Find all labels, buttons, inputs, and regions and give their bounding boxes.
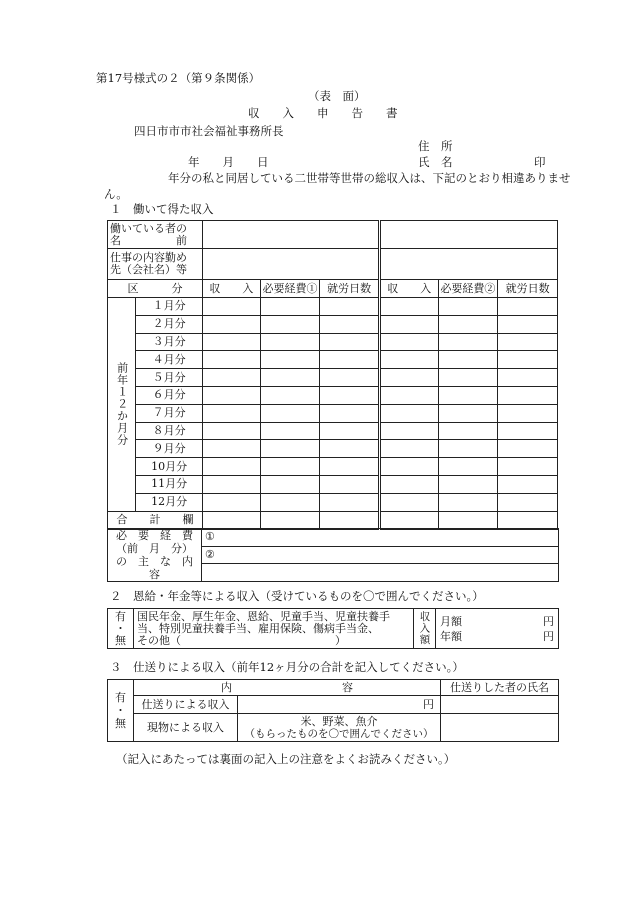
month-label: 12月分: [136, 493, 203, 511]
month-income-1-cell[interactable]: [203, 404, 261, 422]
seal-label: 印: [534, 155, 546, 169]
days-header-2: 就労日数: [498, 280, 558, 298]
month-expense1-cell[interactable]: [260, 475, 320, 493]
month-label: 11月分: [136, 475, 203, 493]
form-number: 第17号様式の２（第９条関係）: [96, 71, 261, 85]
month-expense2-cell[interactable]: [438, 369, 498, 387]
month-label: 10月分: [136, 458, 203, 476]
month-expense1-cell[interactable]: [260, 298, 320, 316]
name-label: 氏 名: [418, 155, 453, 169]
month-days-1-cell[interactable]: [320, 369, 380, 387]
expense-detail-label: 必 要 経 費 （前 月 分） の 主 な 内 容: [108, 529, 202, 582]
month-expense1-cell[interactable]: [260, 404, 320, 422]
work-income-table: [107, 220, 558, 530]
address-label: 住 所: [418, 139, 453, 153]
month-income-2-cell[interactable]: [379, 404, 438, 422]
month-label: ９月分: [136, 440, 203, 458]
month-days-2-cell[interactable]: [498, 386, 558, 404]
month-days-2-cell[interactable]: [498, 298, 558, 316]
worker-name-field-1[interactable]: [203, 221, 380, 249]
month-income-2-cell[interactable]: [379, 333, 438, 351]
sender-field-2[interactable]: [441, 714, 559, 742]
month-days-2-cell[interactable]: [498, 422, 558, 440]
month-income-2-cell[interactable]: [379, 315, 438, 333]
statement-line-2: ん。: [104, 187, 128, 201]
month-expense1-cell[interactable]: [260, 440, 320, 458]
month-income-2-cell[interactable]: [379, 422, 438, 440]
month-days-1-cell[interactable]: [320, 422, 380, 440]
footer-note: （記入にあたっては裏面の記入上の注意をよくお読みください。）: [116, 752, 456, 766]
month-label: ７月分: [136, 404, 203, 422]
month-row: [108, 315, 558, 333]
month-income-1-cell[interactable]: [203, 315, 261, 333]
pension-yes-no[interactable]: 有 ・ 無: [108, 609, 134, 649]
month-income-1-cell[interactable]: [203, 422, 261, 440]
month-income-1-cell[interactable]: [203, 386, 261, 404]
total-days-2[interactable]: [498, 511, 558, 529]
month-days-2-cell[interactable]: [498, 493, 558, 511]
month-expense2-cell[interactable]: [438, 475, 498, 493]
month-days-2-cell[interactable]: [498, 351, 558, 369]
month-days-2-cell[interactable]: [498, 404, 558, 422]
expense2-header: 必要経費②: [438, 280, 498, 298]
month-days-1-cell[interactable]: [320, 458, 380, 476]
month-income-2-cell[interactable]: [379, 351, 438, 369]
month-income-1-cell[interactable]: [203, 493, 261, 511]
month-label: ４月分: [136, 351, 203, 369]
month-label: ３月分: [136, 333, 203, 351]
month-row: [108, 386, 558, 404]
month-income-2-cell[interactable]: [379, 369, 438, 387]
month-expense1-cell[interactable]: [260, 493, 320, 511]
content-header: 内 容: [134, 680, 441, 696]
month-expense2-cell[interactable]: [438, 333, 498, 351]
total-label: 合 計 欄: [108, 511, 203, 529]
month-days-2-cell[interactable]: [498, 458, 558, 476]
month-expense2-cell[interactable]: [438, 404, 498, 422]
month-days-2-cell[interactable]: [498, 475, 558, 493]
job-label: 仕事の内容勤め 先（会社名）等: [108, 249, 203, 280]
month-expense2-cell[interactable]: [438, 298, 498, 316]
worker-name-field-2[interactable]: [379, 221, 557, 249]
worker-name-label: 働いている者の 名 前: [108, 221, 203, 249]
month-days-1-cell[interactable]: [320, 493, 380, 511]
month-label: ５月分: [136, 369, 203, 387]
month-income-1-cell[interactable]: [203, 333, 261, 351]
date-label: 年 月 日: [188, 155, 269, 169]
remittance-money-field[interactable]: 円: [238, 696, 441, 714]
income-header-2: 収 入: [379, 280, 438, 298]
pension-amounts[interactable]: [436, 609, 559, 649]
month-expense1-cell[interactable]: [260, 333, 320, 351]
total-days-1[interactable]: [320, 511, 380, 529]
month-label: ２月分: [136, 315, 203, 333]
section3-heading: ３ 仕送りによる収入（前年12ヶ月分の合計を記入してください。）: [110, 660, 464, 674]
remittance-money-label: 仕送りによる収入: [134, 696, 238, 714]
month-days-2-cell[interactable]: [498, 369, 558, 387]
expense-detail-row-2[interactable]: ②: [202, 546, 559, 564]
month-expense2-cell[interactable]: [438, 351, 498, 369]
total-expense2[interactable]: [438, 511, 498, 529]
section2-heading: ２ 恩給・年金等による収入（受けているものを〇で囲んでください。）: [110, 589, 484, 603]
pension-table: [107, 608, 559, 649]
month-row: [108, 369, 558, 387]
month-row: [108, 298, 558, 316]
month-days-1-cell[interactable]: [320, 315, 380, 333]
month-row: [108, 404, 558, 422]
month-label: ６月分: [136, 386, 203, 404]
month-expense2-cell[interactable]: [438, 386, 498, 404]
income-header-1: 収 入: [203, 280, 261, 298]
total-expense1[interactable]: [260, 511, 320, 529]
month-income-2-cell[interactable]: [379, 440, 438, 458]
period-label: 前年１２か月分: [108, 298, 136, 512]
total-income-1[interactable]: [203, 511, 261, 529]
yearly-yen: 円: [543, 629, 554, 643]
month-expense2-cell[interactable]: [438, 458, 498, 476]
month-income-2-cell[interactable]: [379, 386, 438, 404]
month-days-2-cell[interactable]: [498, 315, 558, 333]
job-field-2[interactable]: [379, 249, 557, 280]
side-label: （表 面）: [308, 89, 366, 103]
month-income-1-cell[interactable]: [203, 298, 261, 316]
statement-line-1: 年分の私と同居している二世帯等世帯の総収入は、下記のとおり相違ありませ: [168, 171, 571, 185]
month-expense1-cell[interactable]: [260, 422, 320, 440]
month-days-2-cell[interactable]: [498, 440, 558, 458]
expense-detail-row-3[interactable]: [202, 564, 559, 582]
month-row: [108, 493, 558, 511]
month-income-2-cell[interactable]: [379, 298, 438, 316]
month-row: [108, 422, 558, 440]
month-row: [108, 475, 558, 493]
month-days-1-cell[interactable]: [320, 475, 380, 493]
month-income-1-cell[interactable]: [203, 351, 261, 369]
month-label: １月分: [136, 298, 203, 316]
month-expense2-cell[interactable]: [438, 422, 498, 440]
sender-field-1[interactable]: [441, 696, 559, 714]
month-expense1-cell[interactable]: [260, 351, 320, 369]
expense-detail-table: [107, 528, 559, 582]
yearly-label: 年額: [440, 629, 462, 643]
remittance-goods-label: 現物による収入: [134, 714, 238, 742]
month-row: [108, 351, 558, 369]
month-days-1-cell[interactable]: [320, 404, 380, 422]
expense1-header: 必要経費①: [260, 280, 320, 298]
month-days-1-cell[interactable]: [320, 351, 380, 369]
section1-heading: １ 働いて得た収入: [110, 202, 214, 216]
month-expense1-cell[interactable]: [260, 386, 320, 404]
expense-detail-row-1[interactable]: ①: [202, 529, 559, 547]
month-income-2-cell[interactable]: [379, 475, 438, 493]
monthly-yen: 円: [543, 614, 554, 628]
month-expense2-cell[interactable]: [438, 493, 498, 511]
remittance-yes-no[interactable]: 有 ・ 無: [108, 680, 134, 742]
month-expense2-cell[interactable]: [438, 440, 498, 458]
pension-types[interactable]: 国民年金、厚生年金、恩給、児童手当、児童扶養手 当、特別児童扶養手当、雇用保険、傷病手当金、 その他（ ）: [134, 609, 414, 649]
job-field-1[interactable]: [203, 249, 380, 280]
total-income-2[interactable]: [379, 511, 438, 529]
monthly-label: 月額: [440, 614, 462, 628]
month-expense1-cell[interactable]: [260, 458, 320, 476]
month-income-1-cell[interactable]: [203, 440, 261, 458]
month-expense1-cell[interactable]: [260, 369, 320, 387]
month-income-1-cell[interactable]: [203, 475, 261, 493]
pension-income-label: 収入額: [414, 609, 436, 649]
remittance-goods-field[interactable]: 米、野菜、魚介 （もらったものを〇で囲んでください）: [238, 714, 441, 742]
month-row: [108, 333, 558, 351]
month-days-1-cell[interactable]: [320, 333, 380, 351]
month-expense1-cell[interactable]: [260, 315, 320, 333]
month-row: [108, 458, 558, 476]
remittance-table: [107, 679, 559, 742]
month-income-1-cell[interactable]: [203, 458, 261, 476]
month-days-1-cell[interactable]: [320, 386, 380, 404]
month-days-2-cell[interactable]: [498, 333, 558, 351]
month-days-1-cell[interactable]: [320, 440, 380, 458]
page-title: 収 入 申 告 書: [248, 106, 398, 120]
month-row: [108, 440, 558, 458]
month-income-2-cell[interactable]: [379, 493, 438, 511]
days-header-1: 就労日数: [320, 280, 380, 298]
month-income-2-cell[interactable]: [379, 458, 438, 476]
addressee: 四日市市市社会福祉事務所長: [134, 124, 284, 138]
month-days-1-cell[interactable]: [320, 298, 380, 316]
month-expense2-cell[interactable]: [438, 315, 498, 333]
month-label: ８月分: [136, 422, 203, 440]
month-income-1-cell[interactable]: [203, 369, 261, 387]
category-header: 区 分: [108, 280, 203, 298]
sender-header: 仕送りした者の氏名: [441, 680, 559, 696]
